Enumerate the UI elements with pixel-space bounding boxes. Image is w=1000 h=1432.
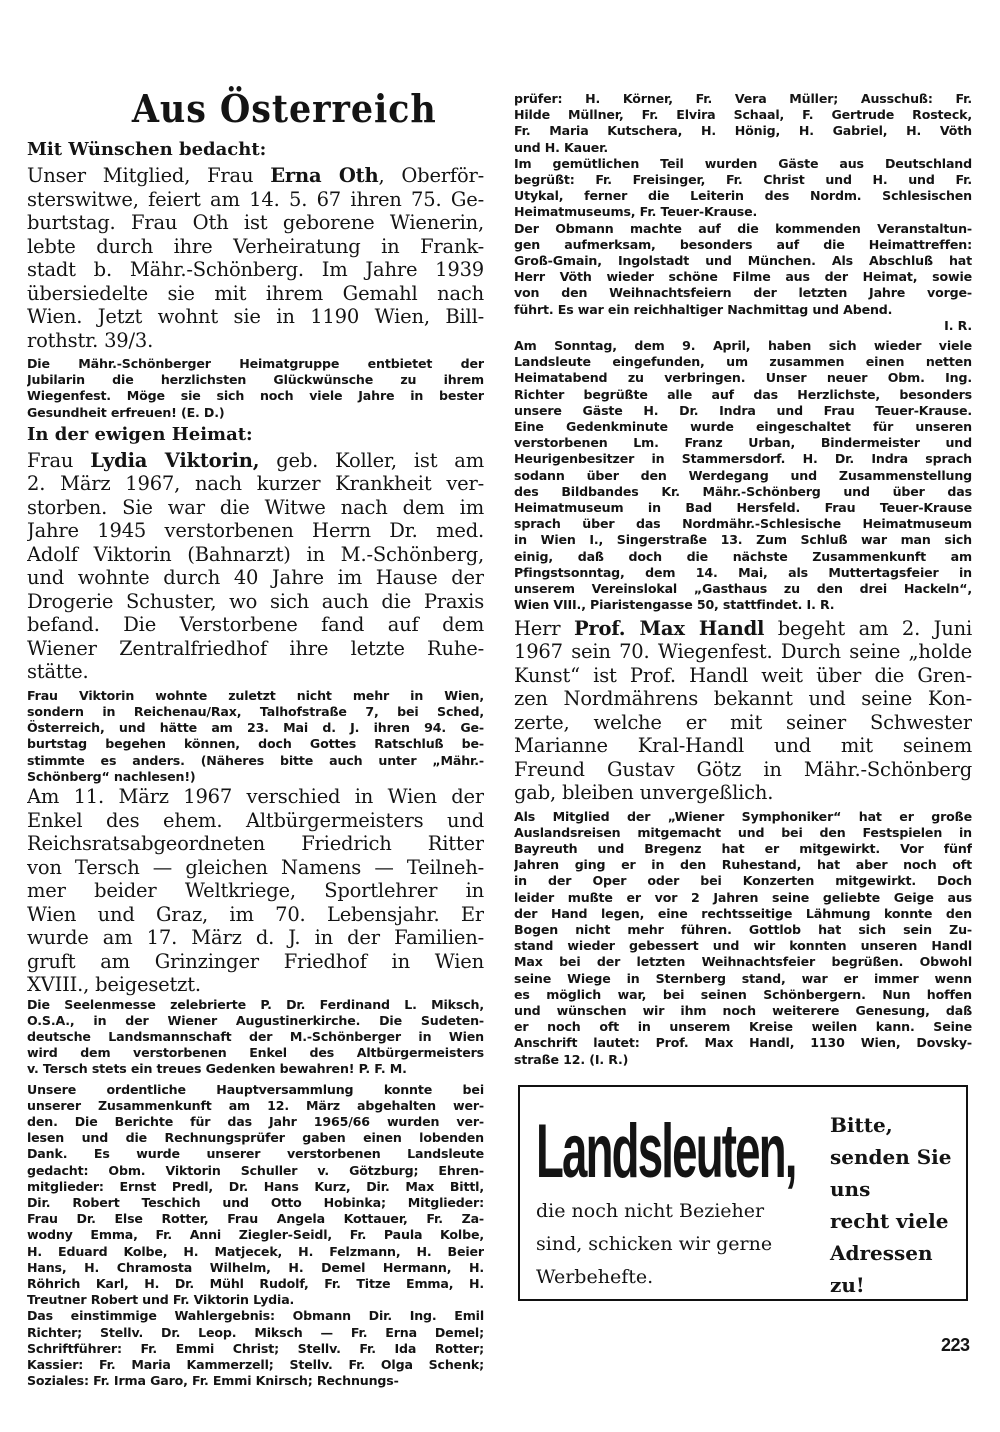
- advertisement-left-text: [536, 1195, 816, 1294]
- text-line: gab, bleiben unvergeßlich.: [514, 781, 774, 804]
- text-line: Röhrich Karl, H. Dr. Mühl Rudolf, Fr. Titze Emma, H.: [27, 1275, 484, 1291]
- text-line: begrüßt: Fr. Freisinger, Fr. Christ und H. und Fr.: [514, 172, 972, 188]
- text-line: Soziales: Fr. Irma Garo, Fr. Emmi Knirsch; Rechnungs-: [27, 1373, 399, 1389]
- text-line: Die Mähr.-Schönberger Heimatgruppe entbietet der: [27, 356, 484, 371]
- article-erna-oth-greeting: [27, 356, 484, 421]
- text-line: Jubilarin die herzlichsten Glückwünsche zu ihrem: [27, 372, 484, 388]
- text-line: und wohnte durch 40 Jahre im Hause der: [27, 566, 484, 590]
- text-line: Heimatmuseum in Bad Hersfeld. Frau Teuer-Krause: [514, 500, 972, 516]
- text-line: die noch nicht Bezieher: [536, 1200, 765, 1222]
- article-erna-oth: [27, 164, 484, 352]
- article-lydia-viktorin: [27, 449, 484, 684]
- text-line: Treutner Robert und Fr. Viktorin Lydia.: [27, 1292, 295, 1308]
- page-number: 223: [941, 1335, 970, 1355]
- article-annual-meeting: [27, 1082, 484, 1309]
- text-line: Bayreuth und Bregenz hat er mitgewirkt. Vor fünf: [514, 840, 972, 856]
- text-line: Reichsratsabgeordneten Friedrich Ritter: [27, 832, 484, 856]
- text-line: den. Die Berichte für das Jahr 1965/66 wurden ver-: [27, 1113, 484, 1129]
- text-line: stadt b. Mähr.-Schönberg. Im Jahre 1939: [27, 258, 484, 281]
- text-line: sind, schicken wir gerne: [536, 1233, 773, 1255]
- text-line: Hilde Müllner, Fr. Elvira Schaal, F. Gertrude Rosteck,: [514, 107, 972, 123]
- text-line: des Bildbandes Kr. Mähr.-Schönberg und über das: [514, 483, 972, 499]
- text-line: mer beider Weltkriege, Sportlehrer in: [27, 879, 484, 903]
- text-line: Unser Mitglied, Frau Erna Oth, Oberför-: [27, 164, 484, 187]
- text-line: seine Wiege in Sternberg stand, war er immer wenn: [514, 970, 972, 986]
- text-line: in Wien I., Singerstraße 13. Zum Schluß war man sich: [514, 532, 972, 548]
- article-guests: [514, 156, 972, 221]
- text-line: wurde am 17. März d. J. in der Familien-: [27, 926, 484, 950]
- text-line: es möglich war, bei seinen Schönbergern. Nun hoffen: [514, 986, 972, 1002]
- text-line: unserer Zusammenkunft am 12. März abgehalten wer-: [27, 1097, 484, 1113]
- article-lydia-viktorin-note: [27, 688, 484, 785]
- text-line: Frau Lydia Viktorin, geb. Koller, ist am: [27, 448, 484, 472]
- text-line: sterswitwe, feiert am 14. 5. 67 ihren 75. Ge-: [27, 187, 484, 211]
- text-line: O.S.A., in der Wiener Augustinerkirche. Die Sudeten-: [27, 1012, 484, 1028]
- text-line: Heimatmuseums, Fr. Teuer-Krause.: [514, 204, 758, 220]
- page-title: Aus Österreich: [131, 86, 437, 131]
- text-line: Max bei der letzten Weihnachtsfeier begrüßen. Obwohl: [514, 954, 972, 970]
- text-line: gruft am Grinzinger Friedhof in Wien: [27, 949, 484, 973]
- text-line: prüfer: H. Körner, Fr. Vera Müller; Ausschuß: Fr.: [514, 91, 972, 106]
- text-line: Frau Viktorin wohnte zuletzt nicht mehr in Wien,: [27, 687, 484, 703]
- text-line: Adolf Viktorin (Bahnarzt) in M.-Schönberg,: [27, 542, 484, 566]
- text-line: Kunst“ ist Prof. Handl weit über die Gren-: [514, 663, 972, 687]
- advertisement-right-text: [830, 1109, 960, 1301]
- article-max-handl-details: [514, 809, 972, 1068]
- article-election-result: [27, 1308, 484, 1389]
- text-line: von Tersch — gleichen Namens — Teilneh-: [27, 855, 484, 879]
- text-line: Wien. Jetzt wohnt sie in 1190 Wien, Bill-: [27, 305, 484, 328]
- section-heading-birthday: Mit Wünschen bedacht:: [27, 139, 267, 160]
- text-line: unsere Gäste H. Dr. Indra und Frau Teuer-Krause.: [514, 402, 972, 418]
- text-line: Bitte,: [830, 1113, 893, 1137]
- text-line: senden Sie: [830, 1145, 952, 1169]
- text-line: Frau Dr. Else Rotter, Frau Angela Kottauer, Fr. Za-: [27, 1211, 484, 1227]
- text-line: Bogen nicht mehr führen. Gottlob hat sich sein Zu-: [514, 921, 972, 937]
- text-line: Wiegenfest. Möge sie sich noch viele Jahre in bester: [27, 388, 484, 404]
- text-line: sprach über das Nordmähr.-Schlesische Heimatmuseum: [514, 516, 972, 532]
- text-line: gen aufmerksam, besonders auf die Heimattreffen:: [514, 236, 972, 252]
- article-tersch: [27, 785, 484, 997]
- text-line: Dank. Es wurde unserer verstorbenen Landsleute: [27, 1146, 484, 1162]
- text-line: Am Sonntag, dem 9. April, haben sich wieder viele: [514, 338, 972, 354]
- text-line: der Hand legen, eine rechtsseitige Lähmung konnte den: [514, 905, 972, 921]
- text-line: sodann über den Werdegang und Zusammenstellung: [514, 467, 972, 483]
- text-line: 2. März 1967, nach kurzer Krankheit ver-: [27, 472, 484, 496]
- text-line: Kassier: Fr. Maria Kammerzell; Stellv. Fr. Olga Schenk;: [27, 1357, 484, 1372]
- text-line: Richter begrüßte alle auf das Herzlichste, besonders: [514, 386, 972, 402]
- text-line: Hans, H. Chramosta Wilhelm, H. Demel Hermann, H.: [27, 1259, 484, 1275]
- text-line: Werbehefte.: [536, 1266, 654, 1288]
- text-line: XVIII., beigesetzt.: [27, 973, 201, 997]
- text-line: Herr Vöth wieder schöne Filme aus der Heimat, sowie: [514, 269, 972, 285]
- text-line: Schönberg“ nachlesen!): [27, 768, 196, 784]
- text-line: zerte, welche er mit seiner Schwester: [514, 710, 972, 734]
- right-column: [514, 91, 972, 1068]
- text-line: v. Tersch stets ein treues Gedenken bewahren! P. F. M.: [27, 1061, 407, 1077]
- advertisement-box: [518, 1085, 968, 1301]
- text-line: Enkel des ehem. Altbürgermeisters und: [27, 808, 484, 832]
- text-line: lesen und die Rechnungsprüfer gaben einen lobenden: [27, 1130, 484, 1146]
- text-line: führt. Es war ein reichhaltiger Nachmittag und Abend.: [514, 301, 893, 317]
- text-line: Anschrift lautet: Prof. Max Handl, 1130 Wien, Dovsky-: [514, 1035, 972, 1051]
- left-column: [27, 136, 484, 1389]
- text-line: Eine Gedenkminute wurde eingeschaltet für unseren: [514, 419, 972, 435]
- text-line: Heurigenbesitzer in Stammersdorf. H. Dr. Indra sprach: [514, 451, 972, 467]
- text-line: Heimatabend zu verbringen. Unser neuer Obm. Ing.: [514, 370, 972, 386]
- text-line: burtstag begehen können, doch Gottes Ratschluß be-: [27, 736, 484, 752]
- text-line: wird dem verstorbenen Enkel des Altbürgermeisters: [27, 1045, 484, 1061]
- text-line: einig, daß doch die nächste Zusammenkunft am: [514, 548, 972, 564]
- text-line: unserem Vereinslokal „Gasthaus zu den drei Hackeln“,: [514, 581, 972, 597]
- article-heimatabend: [514, 338, 972, 613]
- text-line: Marianne Kral-Handl und mit seinem: [514, 734, 972, 757]
- text-line: Adressen: [830, 1241, 933, 1265]
- text-line: uns: [830, 1177, 871, 1201]
- text-line: recht viele: [830, 1209, 949, 1233]
- text-line: mitglieder: Ernst Predl, Dr. Hans Kurz, Dir. Max Bittl,: [27, 1178, 484, 1194]
- text-line: storben. Sie war die Witwe nach dem im: [27, 495, 484, 519]
- text-line: Jahren ging er in den Ruhestand, hat aber noch oft: [514, 857, 972, 873]
- text-line: übersiedelte sie mit ihrem Gemahl nach: [27, 281, 484, 305]
- article-events: [514, 221, 972, 318]
- text-line: Pfingstsonntag, dem 14. Mai, als Muttertagsfeier in: [514, 564, 972, 580]
- text-line: in der Oper oder bei Konzerten mitgewirkt. Doch: [514, 873, 972, 889]
- text-line: Dir. Robert Teschich und Otto Hobinka; Mitglieder:: [27, 1194, 484, 1210]
- text-line: Herr Prof. Max Handl begeht am 2. Juni: [514, 616, 972, 640]
- text-line: Drogerie Schuster, wo sich auch die Praxis: [27, 589, 484, 613]
- text-line: Gesundheit erfreuen! (E. D.): [27, 404, 225, 420]
- text-line: Als Mitglied der „Wiener Symphoniker“ hat er große: [514, 808, 972, 824]
- text-line: deutsche Landsmannschaft der M.-Schönberger in Wien: [27, 1028, 484, 1044]
- text-line: er noch oft in unserem Kreise weilen kann. Seine: [514, 1019, 972, 1035]
- text-line: und wünschen wir ihm noch weiterere Genesung, daß: [514, 1002, 972, 1018]
- text-line: stimmte es anders. (Näheres bitte auch unter „Mähr.-: [27, 752, 484, 768]
- text-line: Auslandsreisen mitgemacht und bei den Festspielen in: [514, 824, 972, 840]
- article-tersch-mass: [27, 997, 484, 1078]
- signature-ir: I. R.: [944, 317, 972, 333]
- text-line: Wien VIII., Piaristengasse 50, stattfindet. I. R.: [514, 597, 835, 613]
- section-heading-obituary: In der ewigen Heimat:: [27, 423, 253, 445]
- text-line: rothstr. 39/3.: [27, 328, 154, 352]
- text-line: Wien und Graz, im 70. Lebensjahr. Er: [27, 902, 484, 926]
- text-line: Fr. Maria Kutschera, H. Hönig, H. Gabriel, H. Vöth: [514, 123, 972, 139]
- text-line: zen Nordmährens bekannt und seine Kon-: [514, 687, 972, 710]
- text-line: befand. Die Verstorbene fand auf dem: [27, 613, 484, 637]
- text-line: Wiener Zentralfriedhof ihre letzte Ruhe-: [27, 636, 484, 660]
- article-election-continued: [514, 91, 972, 156]
- text-line: verstorbenen Lm. Franz Urban, Bindermeister und: [514, 435, 972, 451]
- text-line: Richter; Stellv. Dr. Leop. Miksch — Fr. Erna Demel;: [27, 1324, 484, 1340]
- text-line: stätte.: [27, 660, 89, 684]
- advertisement-headline: Landsleuten,: [536, 1109, 796, 1194]
- text-line: von den Weihnachtsfeiern der letzten Jahre vorge-: [514, 285, 972, 301]
- text-line: straße 12. (I. R.): [514, 1051, 629, 1067]
- text-line: H. Eduard Kolbe, H. Matjecek, H. Felzmann, H. Beier: [27, 1243, 484, 1259]
- text-line: leider mußte er vor 2 Jahren seine geliebte Geige aus: [514, 889, 972, 905]
- text-line: gedacht: Obm. Viktorin Schuller v. Götzburg; Ehren-: [27, 1162, 484, 1178]
- text-line: Das einstimmige Wahlergebnis: Obmann Dir. Ing. Emil: [27, 1308, 484, 1324]
- text-line: Unsere ordentliche Hauptversammlung konnte bei: [27, 1081, 484, 1097]
- text-line: wodny Emma, Fr. Anni Ziegler-Seidl, Fr. Paula Kolbe,: [27, 1227, 484, 1243]
- text-line: Der Obmann machte auf die kommenden Veranstaltun-: [514, 220, 972, 236]
- text-line: burtstag. Frau Oth ist geborene Wienerin,: [27, 211, 484, 234]
- text-line: zu!: [830, 1273, 865, 1297]
- text-line: Österreich, und hätte am 23. Mai d. J. ihren 94. Ge-: [27, 720, 484, 736]
- text-line: Landsleute eingefunden, um zusammen einen netten: [514, 354, 972, 370]
- text-line: Im gemütlichen Teil wurden Gäste aus Deutschland: [514, 155, 972, 171]
- text-line: Schriftführer: Fr. Emmi Christ; Stellv. Fr. Ida Rotter;: [27, 1340, 484, 1356]
- text-line: sondern in Reichenau/Rax, Talhofstraße 7, bei Sched,: [27, 704, 484, 720]
- text-line: Freund Gustav Götz in Mähr.-Schönberg: [514, 757, 972, 781]
- text-line: Die Seelenmesse zelebrierte P. Dr. Ferdinand L. Miksch,: [27, 996, 484, 1012]
- text-line: Utykal, ferner die Leiterin des Nordm. Schlesischen: [514, 188, 972, 204]
- text-line: und H. Kauer.: [514, 139, 609, 155]
- text-line: Am 11. März 1967 verschied in Wien der: [27, 785, 484, 809]
- article-max-handl: [514, 617, 972, 805]
- text-line: Jahre 1945 verstorbenen Herrn Dr. med.: [27, 519, 484, 543]
- text-line: lebte durch ihre Verheiratung in Frank-: [27, 234, 484, 258]
- text-line: stand wieder gebessert und wir konnten unseren Handl: [514, 938, 972, 954]
- text-line: 1967 sein 70. Wiegenfest. Durch seine „holde: [514, 640, 972, 663]
- text-line: Groß-Gmain, Ingolstadt und München. Als Abschluß hat: [514, 253, 972, 269]
